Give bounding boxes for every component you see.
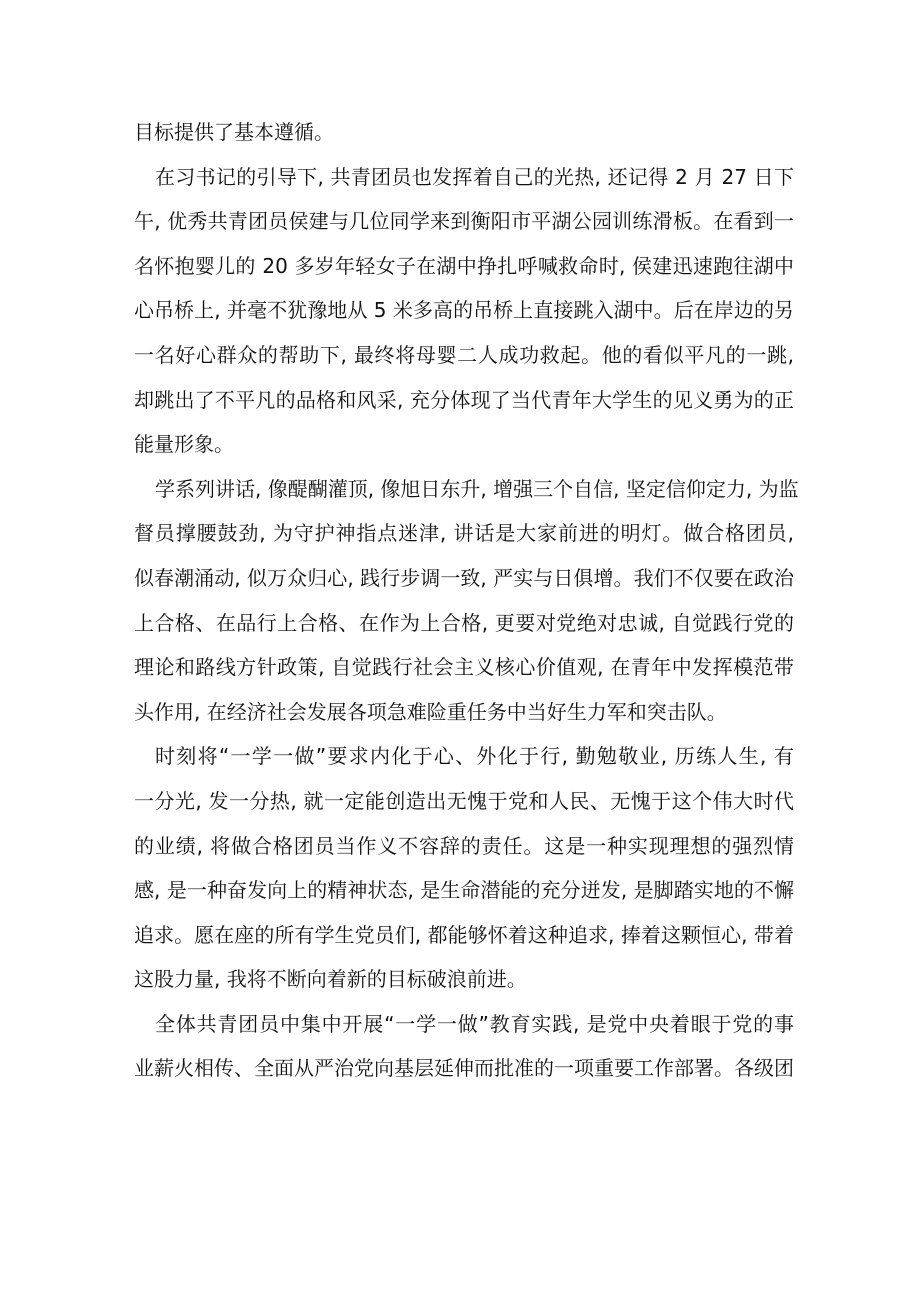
text-line: 业薪火相传、全面从严治党向基层延伸而批准的一项重要工作部署。各级团	[134, 1056, 794, 1081]
text-line: 心吊桥上, 并毫不犹豫地从 5 米多高的吊桥上直接跳入湖中。后在岸边的另	[134, 298, 794, 323]
document-body	[134, 110, 799, 1091]
text-line: 这股力量, 我将不断向着新的目标破浪前进。	[134, 967, 527, 992]
text-line: 目标提供了基本遵循。	[134, 120, 334, 144]
text-line: 头作用, 在经济社会发展各项急难险重任务中当好生力军和突击队。	[134, 699, 727, 724]
text-line: 的业绩, 将做合格团员当作义不容辞的责任。这是一种实现理想的强烈情	[134, 833, 794, 858]
text-line: 在习书记的引导下, 共青团员也发挥着自己的光热, 还记得 2 月 27 日下	[155, 164, 794, 189]
text-line: 感, 是一种奋发向上的精神状态, 是生命潜能的充分迸发, 是脚踏实地的不懈	[134, 878, 794, 903]
text-line: 午, 优秀共青团员侯建与几位同学来到衡阳市平湖公园训练滑板。在看到一	[134, 209, 794, 234]
text-line: 追求。愿在座的所有学生党员们, 都能够怀着这种追求, 捧着这颗恒心, 带着	[134, 922, 794, 947]
text-line: 却跳出了不平凡的品格和风采, 充分体现了当代青年大学生的见义勇为的正	[134, 387, 794, 412]
text-line: 似春潮涌动, 似万众归心, 践行步调一致, 严实与日俱增。我们不仅要在政治	[134, 565, 794, 590]
text-line: 上合格、在品行上合格、在作为上合格, 更要对党绝对忠诚, 自觉践行党的	[134, 610, 794, 635]
text-line: 一名好心群众的帮助下, 最终将母婴二人成功救起。他的看似平凡的一跳,	[134, 342, 794, 367]
text-line: 学系列讲话, 像醍醐灌顶, 像旭日东升, 增强三个自信, 坚定信仰定力, 为监	[155, 476, 799, 501]
text-line: 全体共青团员中集中开展“一学一做”教育实践, 是党中央着眼于党的事	[155, 1011, 794, 1036]
text-line: 理论和路线方针政策, 自觉践行社会主义核心价值观, 在青年中发挥模范带	[134, 655, 794, 680]
text-line: 能量形象。	[134, 432, 234, 457]
text-line: 时刻将“一学一做”要求内化于心、外化于行, 勤勉敬业, 历练人生, 有	[155, 744, 794, 769]
text-line: 督员撑腰鼓劲, 为守护神指点迷津, 讲话是大家前进的明灯。做合格团员,	[134, 521, 794, 546]
text-line: 一分光, 发一分热, 就一定能创造出无愧于党和人民、无愧于这个伟大时代	[134, 788, 794, 813]
text-line: 名怀抱婴儿的 20 多岁年轻女子在湖中挣扎呼喊救命时, 侯建迅速跑往湖中	[134, 253, 794, 278]
